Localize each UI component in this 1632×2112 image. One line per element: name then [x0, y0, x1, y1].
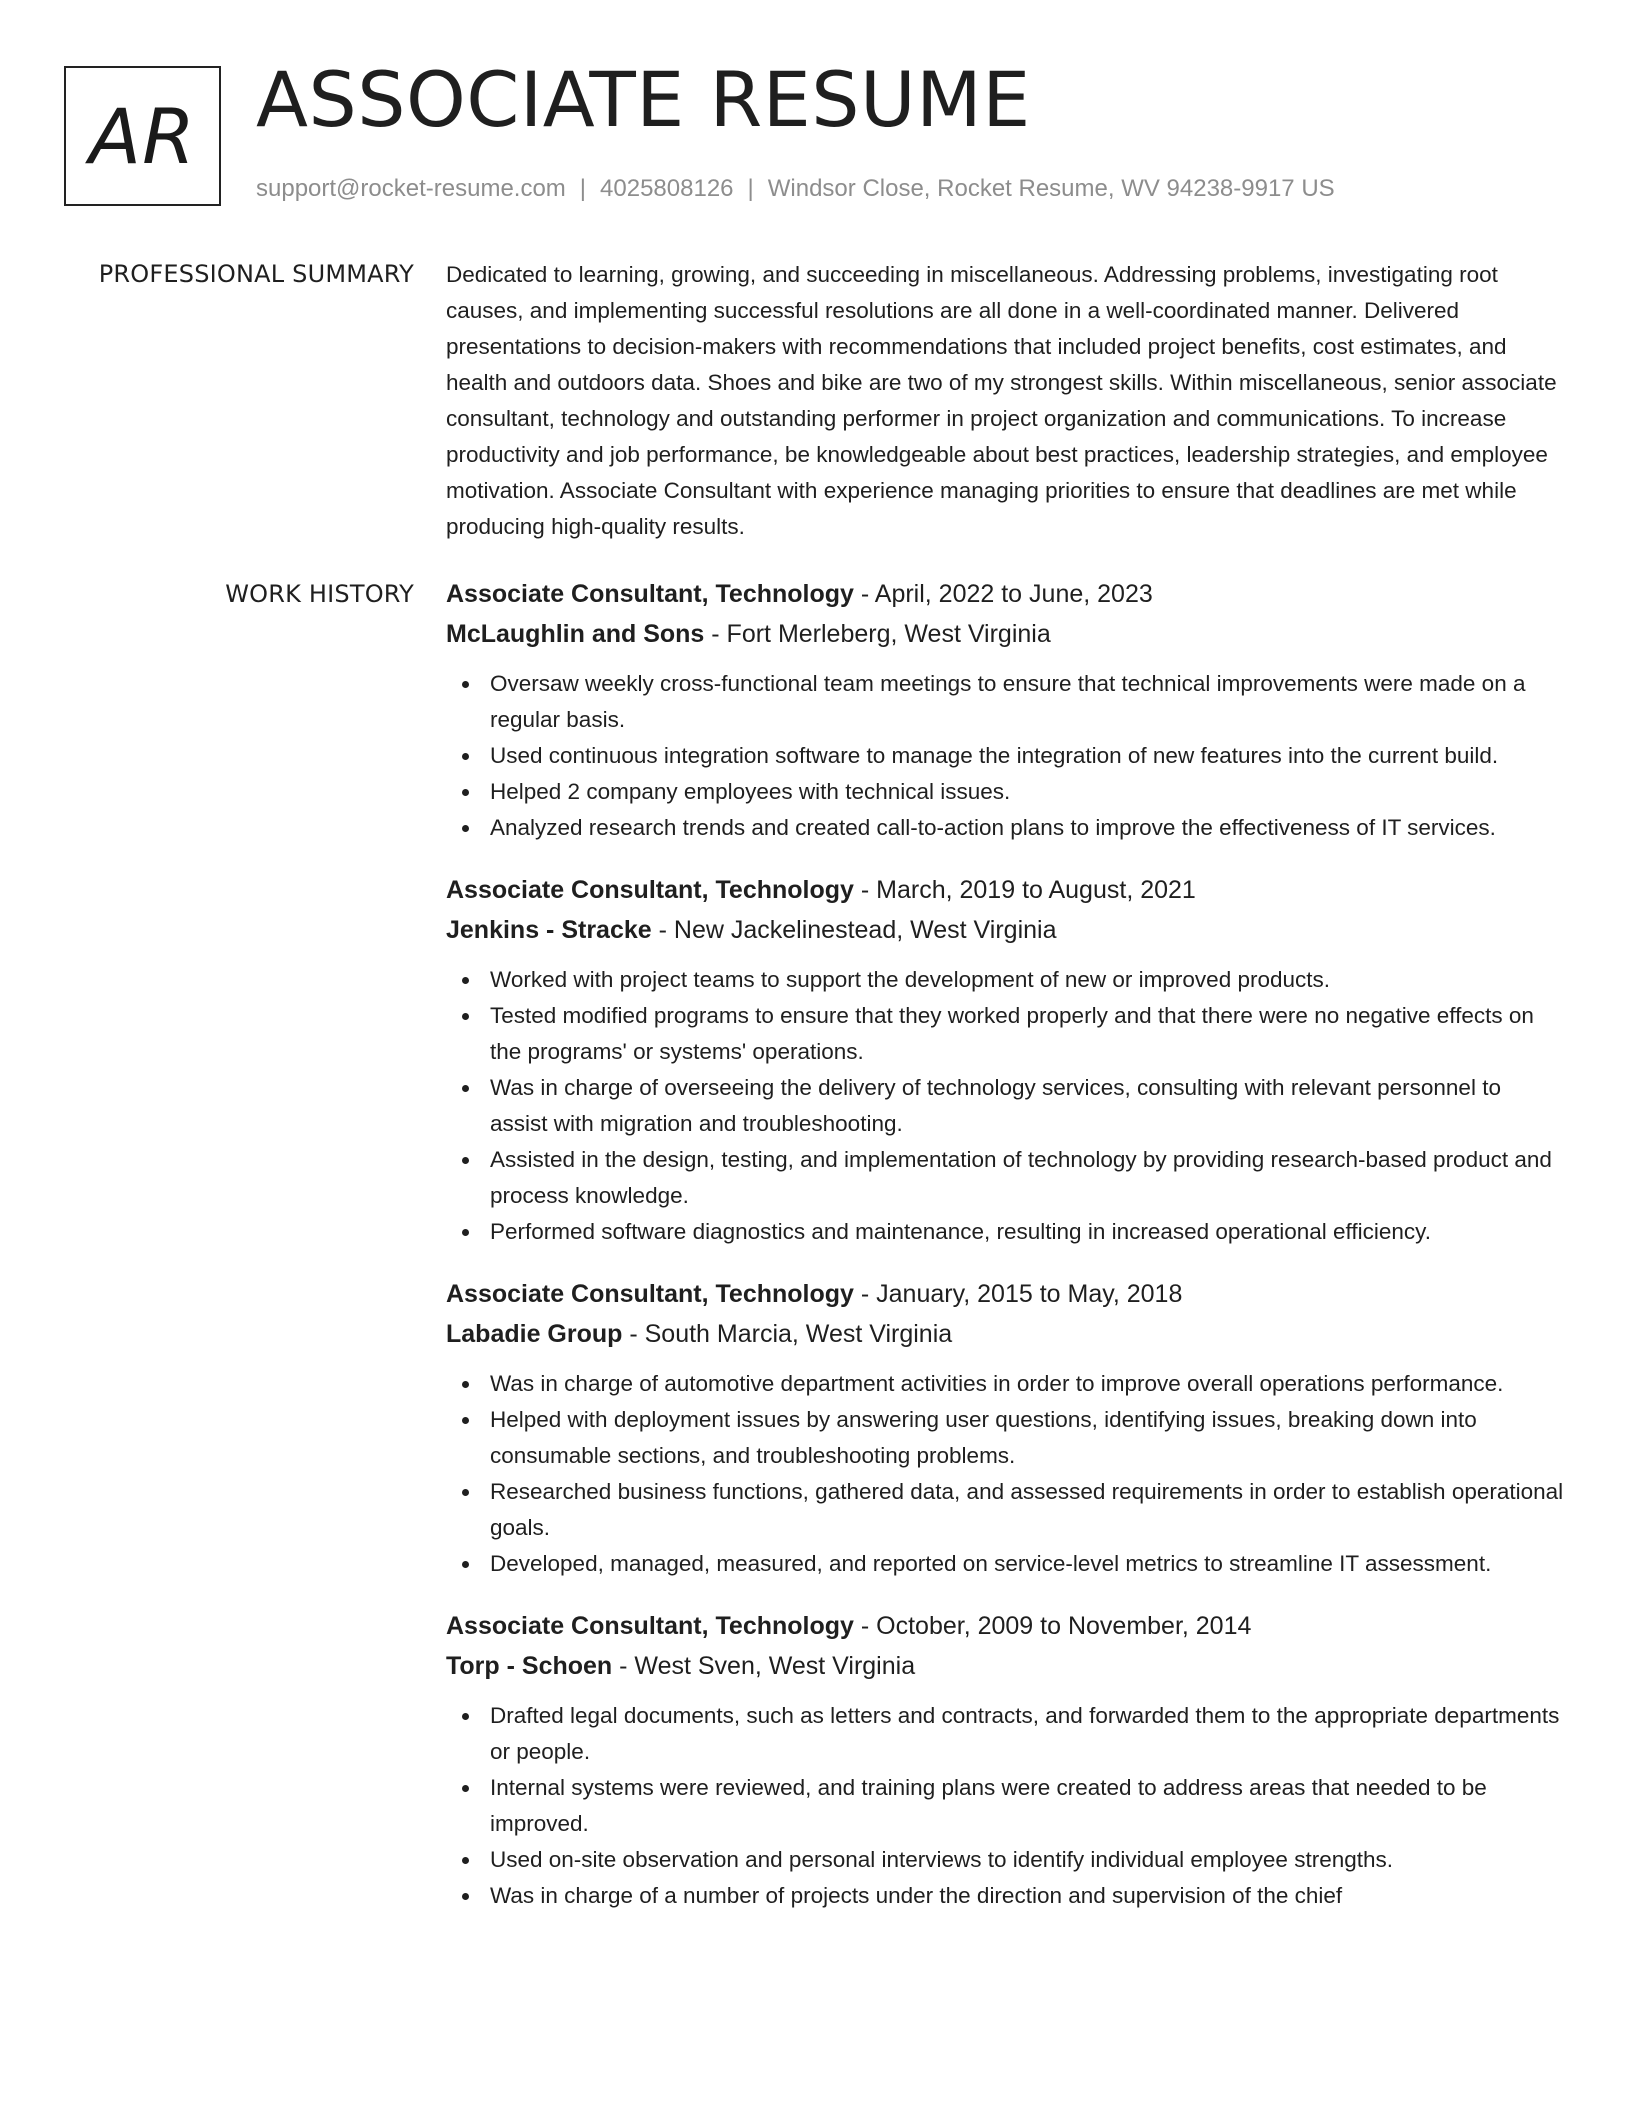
job-title-line [446, 870, 1564, 910]
job-bullet: Internal systems were reviewed, and training plans were created to address areas that needed to be improved. [446, 1770, 1564, 1842]
job-dates: - April, 2022 to June, 2023 [853, 580, 1153, 608]
job-entry [446, 870, 1564, 1250]
job-dates: - January, 2015 to May, 2018 [853, 1280, 1183, 1308]
job-title: Associate Consultant, Technology [446, 580, 854, 608]
job-bullet: Assisted in the design, testing, and implementation of technology by providing research-based product and process knowledge. [446, 1142, 1564, 1214]
job-title: Associate Consultant, Technology [446, 1280, 854, 1308]
job-company-line [446, 614, 1564, 654]
job-bullet: Used continuous integration software to manage the integration of new features into the current build. [446, 738, 1564, 774]
job-company-line [446, 1646, 1564, 1686]
contact-separator: | [747, 175, 754, 202]
work-history-body [446, 574, 1564, 1938]
job-bullet: Was in charge of overseeing the delivery of technology services, consulting with relevant personnel to assist with migration and troubleshooting. [446, 1070, 1564, 1142]
job-entry [446, 1606, 1564, 1914]
contact-email: support@rocket-resume.com [256, 175, 566, 202]
job-bullet: Performed software diagnostics and maintenance, resulting in increased operational efficiency. [446, 1214, 1564, 1250]
job-bullet: Developed, managed, measured, and reported on service-level metrics to streamline IT assessment. [446, 1546, 1564, 1582]
job-bullet: Used on-site observation and personal interviews to identify individual employee strengths. [446, 1842, 1564, 1878]
job-location: - West Sven, West Virginia [612, 1652, 916, 1680]
job-location: - Fort Merleberg, West Virginia [704, 620, 1051, 648]
job-entry [446, 574, 1564, 846]
job-location: - South Marcia, West Virginia [622, 1320, 953, 1348]
job-title: Associate Consultant, Technology [446, 876, 854, 904]
job-bullet: Helped with deployment issues by answering user questions, identifying issues, breaking down into consumable sections, and troubleshooting problems. [446, 1402, 1564, 1474]
job-bullet: Researched business functions, gathered data, and assessed requirements in order to establish operational goals. [446, 1474, 1564, 1546]
job-location: - New Jackelinestead, West Virginia [651, 916, 1057, 944]
job-bullet: Worked with project teams to support the development of new or improved products. [446, 962, 1564, 998]
job-bullet: Analyzed research trends and created call-to-action plans to improve the effectiveness of IT services. [446, 810, 1564, 846]
summary-label: PROFESSIONAL SUMMARY [98, 260, 414, 288]
job-title-line [446, 1606, 1564, 1646]
contact-address: Windsor Close, Rocket Resume, WV 94238-9917 US [767, 175, 1335, 202]
contact-separator: | [579, 175, 587, 202]
job-dates: - October, 2009 to November, 2014 [853, 1612, 1252, 1640]
job-bullet: Helped 2 company employees with technical issues. [446, 774, 1564, 810]
job-company: Labadie Group [446, 1320, 623, 1348]
job-dates: - March, 2019 to August, 2021 [853, 876, 1196, 904]
job-bullets [446, 1366, 1564, 1582]
job-bullets [446, 666, 1564, 846]
job-bullet: Was in charge of a number of projects under the direction and supervision of the chief [446, 1878, 1564, 1914]
job-company: Jenkins - Stracke [446, 916, 652, 944]
job-title: Associate Consultant, Technology [446, 1612, 854, 1640]
job-bullets [446, 1698, 1564, 1914]
job-title-line [446, 1274, 1564, 1314]
contact-line [256, 172, 1335, 206]
job-company-line [446, 1314, 1564, 1354]
job-company: Torp - Schoen [446, 1652, 613, 1680]
summary-body [446, 256, 1564, 545]
job-company: McLaughlin and Sons [446, 620, 705, 648]
job-bullet: Drafted legal documents, such as letters and contracts, and forwarded them to the appropriate departments or people. [446, 1698, 1564, 1770]
job-bullet: Was in charge of automotive department activities in order to improve overall operations performance. [446, 1366, 1564, 1402]
job-company-line [446, 910, 1564, 950]
contact-phone: 4025808126 [600, 175, 734, 202]
work-history-label: WORK HISTORY [225, 580, 414, 608]
job-title-line [446, 574, 1564, 614]
job-bullet: Tested modified programs to ensure that they worked properly and that there were no negative effects on the programs' or systems' operations. [446, 998, 1564, 1070]
job-bullets [446, 962, 1564, 1250]
monogram-logo: AR [64, 66, 221, 206]
summary-text: Dedicated to learning, growing, and succeeding in miscellaneous. Addressing problems, investigating root causes, and implementing successful resolutions are all done in a well-coordinated manner. Delivered presentations to decision-makers with recommendations that included project benefits, cost estimates, and health and outdoors data. Shoes and bike are two of my strongest skills. Within miscellaneous, senior associate consultant, technology and outstanding performer in project organization and communications. To increase productivity and job performance, be knowledgeable about best practices, leadership strategies, and employee motivation. Associate Consultant with experience managing priorities to ensure that deadlines are met while producing high-quality results. [446, 262, 1557, 539]
resume-title: ASSOCIATE RESUME [256, 55, 1031, 144]
job-entry [446, 1274, 1564, 1582]
job-bullet: Oversaw weekly cross-functional team meetings to ensure that technical improvements were made on a regular basis. [446, 666, 1564, 738]
